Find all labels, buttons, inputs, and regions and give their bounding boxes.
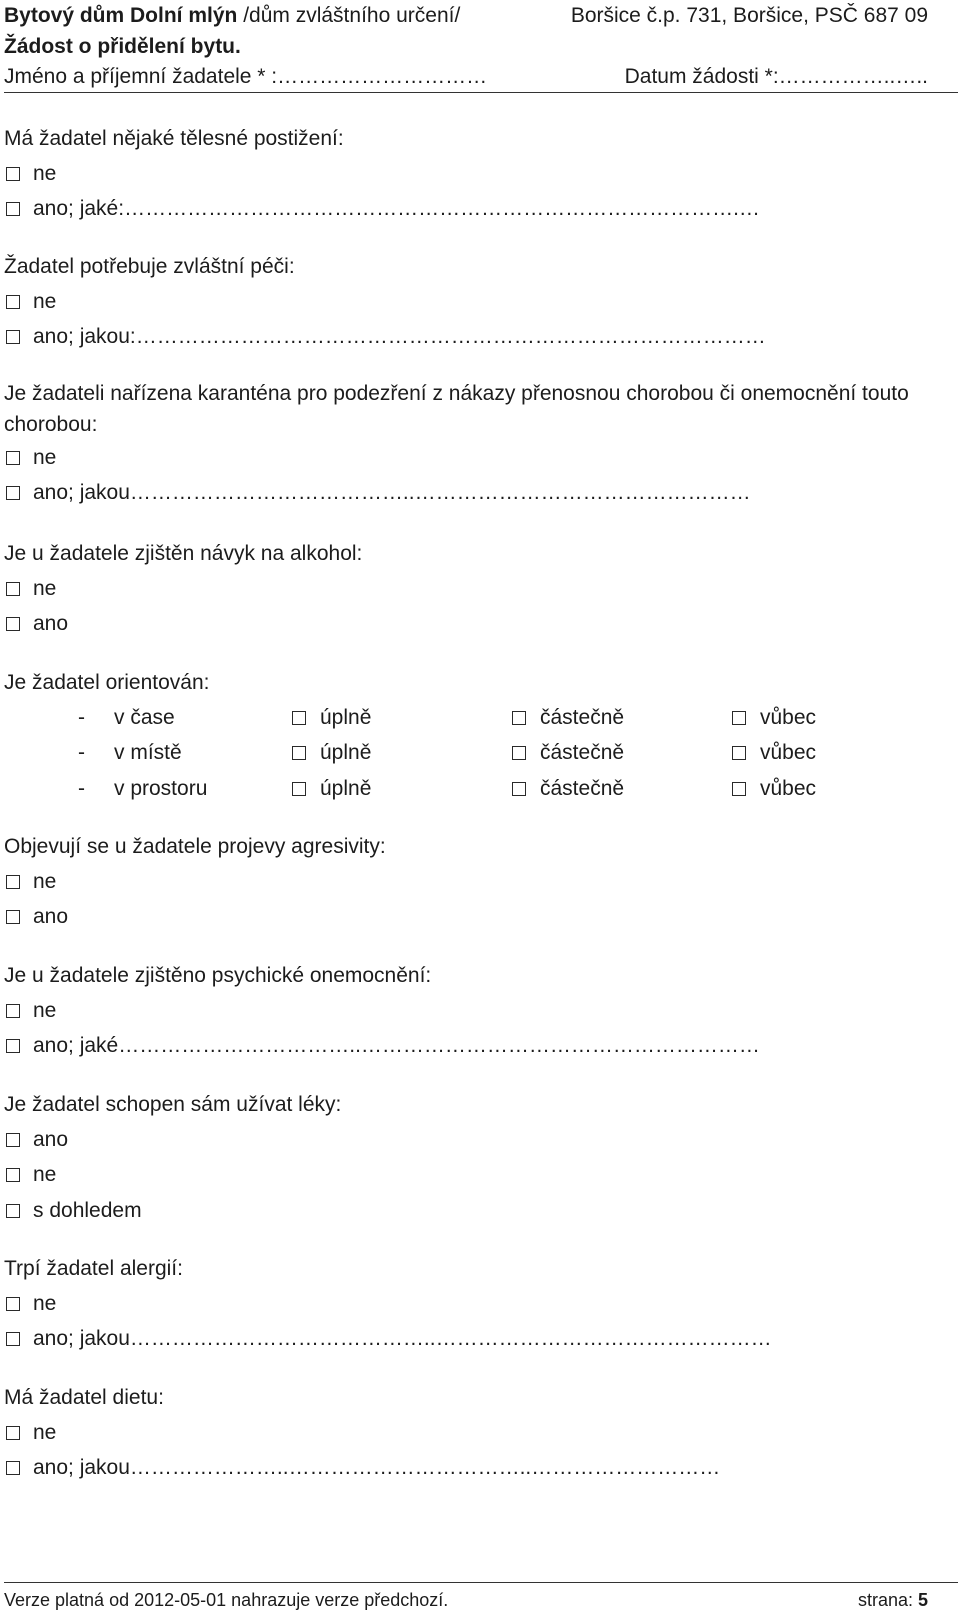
page-number: 5 (917, 1590, 928, 1610)
checkbox[interactable] (6, 167, 20, 181)
option-ano[interactable] (4, 900, 386, 936)
checkbox[interactable] (6, 1297, 20, 1311)
option-ne[interactable] (4, 864, 386, 900)
question-disability (4, 122, 760, 227)
question-label: Je žadatel orientován: (4, 671, 210, 694)
option-label: ne (33, 445, 57, 469)
building-title (4, 0, 460, 31)
option-label: částečně (540, 741, 625, 765)
option-label: ano; jaké……………………………..………………………………………………… (33, 1034, 760, 1058)
option-label: úplně (320, 776, 372, 800)
question-label: Je u žadatele zjištěn návyk na alkohol: (4, 542, 363, 565)
option-label: ne (33, 998, 57, 1022)
option-label: ne (33, 1163, 57, 1187)
form-subtitle: Žádost o přidělení bytu. (4, 35, 241, 58)
question-quarantine (4, 378, 944, 511)
option-label: ano (33, 905, 69, 929)
option-label: ne (33, 576, 57, 600)
applicant-name-field[interactable]: Jméno a příjemní žadatele * :………………………… (4, 65, 488, 88)
question-special-care (4, 250, 766, 355)
checkbox[interactable] (6, 1133, 20, 1147)
option-castecne[interactable] (512, 736, 732, 770)
checkbox[interactable] (6, 295, 20, 309)
option-label: ano; jakou…………………..……………………………..……………………… (33, 1456, 721, 1480)
checkbox[interactable] (6, 1204, 20, 1218)
orientation-row-space (4, 771, 952, 807)
question-aggression (4, 830, 386, 935)
checkbox[interactable] (6, 330, 20, 344)
list-dash: - (78, 741, 85, 765)
option-ne[interactable] (4, 993, 760, 1029)
checkbox[interactable] (292, 711, 306, 725)
checkbox[interactable] (6, 582, 20, 596)
question-psychic (4, 959, 760, 1064)
checkbox[interactable] (732, 782, 746, 796)
header-row (4, 0, 954, 31)
footer-divider (4, 1582, 958, 1583)
checkbox[interactable] (292, 782, 306, 796)
option-ne[interactable] (4, 284, 766, 320)
list-dash: - (78, 776, 85, 800)
option-label: ano; jaké:…………………………………………………………………………….… (33, 197, 760, 221)
option-label: úplně (320, 705, 372, 729)
row-label: v místě (114, 741, 182, 765)
question-label: Je u žadatele zjištěno psychické onemocnění: (4, 964, 432, 987)
checkbox[interactable] (512, 782, 526, 796)
option-ano[interactable] (4, 1029, 760, 1065)
question-alcohol (4, 537, 362, 642)
checkbox[interactable] (6, 1332, 20, 1346)
option-label: vůbec (760, 776, 817, 800)
option-vubec[interactable] (732, 736, 952, 770)
orientation-row-time (4, 700, 952, 736)
header-divider (4, 92, 958, 93)
question-label: Má žadatel dietu: (4, 1386, 164, 1409)
option-ano[interactable] (4, 1451, 720, 1487)
row-label: v prostoru (114, 776, 208, 800)
option-ano[interactable] (4, 192, 760, 228)
option-label: ano; jakou…………………………………..………………………………………… (33, 481, 751, 505)
option-castecne[interactable] (512, 701, 732, 735)
option-label: ano; jakou……………………………………..………………………………………… (33, 1327, 772, 1351)
option-ne[interactable] (4, 1286, 772, 1322)
checkbox[interactable] (732, 711, 746, 725)
version-note: Verze platná od 2012-05-01 nahrazuje verze předchozí. (4, 1590, 449, 1610)
question-diet (4, 1381, 720, 1486)
question-medicine (4, 1088, 341, 1229)
question-label: Žadatel potřebuje zvláštní péči: (4, 255, 295, 278)
option-label: vůbec (760, 741, 817, 765)
option-castecne[interactable] (512, 772, 732, 806)
orientation-row-place (4, 736, 952, 772)
checkbox[interactable] (6, 875, 20, 889)
checkbox[interactable] (6, 1461, 20, 1475)
checkbox[interactable] (6, 1426, 20, 1440)
page-label: strana: (857, 1590, 918, 1610)
option-ne[interactable] (4, 440, 944, 476)
option-ano[interactable] (4, 320, 766, 356)
building-address: Boršice č.p. 731, Boršice, PSČ 687 09 (570, 4, 928, 27)
building-name: Bytový dům Dolní mlýn (4, 4, 238, 27)
checkbox[interactable] (6, 1004, 20, 1018)
question-label: Objevují se u žadatele projevy agresivity: (4, 835, 386, 858)
request-date-field[interactable]: Datum žádosti *:……………..….. (624, 65, 928, 88)
option-ano[interactable] (4, 1122, 341, 1158)
question-orientation (4, 666, 952, 807)
question-label: Má žadatel nějaké tělesné postižení: (4, 127, 344, 150)
option-label: ano (33, 612, 69, 636)
applicant-line (4, 62, 954, 92)
page-indicator (858, 1588, 928, 1612)
option-label: ano (33, 1127, 69, 1151)
checkbox[interactable] (6, 1039, 20, 1053)
checkbox[interactable] (6, 617, 20, 631)
list-dash: - (78, 705, 85, 729)
checkbox[interactable] (512, 711, 526, 725)
option-label: ne (33, 1291, 57, 1315)
form-header (4, 0, 954, 92)
option-vubec[interactable] (732, 701, 952, 735)
option-label: vůbec (760, 705, 817, 729)
question-label: Trpí žadatel alergií: (4, 1257, 183, 1280)
option-label: částečně (540, 776, 625, 800)
option-ne[interactable] (4, 156, 760, 192)
option-label: úplně (320, 741, 372, 765)
option-ano[interactable] (4, 1322, 772, 1358)
option-label: ne (33, 869, 57, 893)
option-ano[interactable] (4, 476, 944, 512)
option-label: částečně (540, 705, 625, 729)
option-label: ne (33, 1420, 57, 1444)
checkbox[interactable] (6, 202, 20, 216)
checkbox[interactable] (6, 486, 20, 500)
option-uplne[interactable] (292, 701, 512, 735)
option-ne[interactable] (4, 1415, 720, 1451)
option-label: ne (33, 161, 57, 185)
building-type: /dům zvláštního určení/ (237, 4, 461, 27)
checkbox[interactable] (6, 1168, 20, 1182)
option-uplne[interactable] (292, 736, 512, 770)
option-ne[interactable] (4, 1158, 341, 1194)
option-vubec[interactable] (732, 772, 952, 806)
option-uplne[interactable] (292, 772, 512, 806)
checkbox[interactable] (732, 746, 746, 760)
option-ne[interactable] (4, 571, 362, 607)
checkbox[interactable] (6, 910, 20, 924)
option-label: ne (33, 289, 57, 313)
row-label: v čase (114, 705, 175, 729)
checkbox[interactable] (292, 746, 306, 760)
page-footer (4, 1588, 954, 1612)
question-label: Je žadatel schopen sám užívat léky: (4, 1093, 342, 1116)
option-label: s dohledem (33, 1198, 142, 1222)
checkbox[interactable] (6, 451, 20, 465)
option-s-dohledem[interactable] (4, 1193, 341, 1229)
question-label: Je žadateli nařízena karanténa pro podezření z nákazy přenosnou chorobou či onemocnění touto chorobou: (4, 382, 909, 436)
option-ano[interactable] (4, 607, 362, 643)
question-allergy (4, 1252, 772, 1357)
checkbox[interactable] (512, 746, 526, 760)
option-label: ano; jakou:……………………………………………………………………………… (33, 325, 766, 349)
